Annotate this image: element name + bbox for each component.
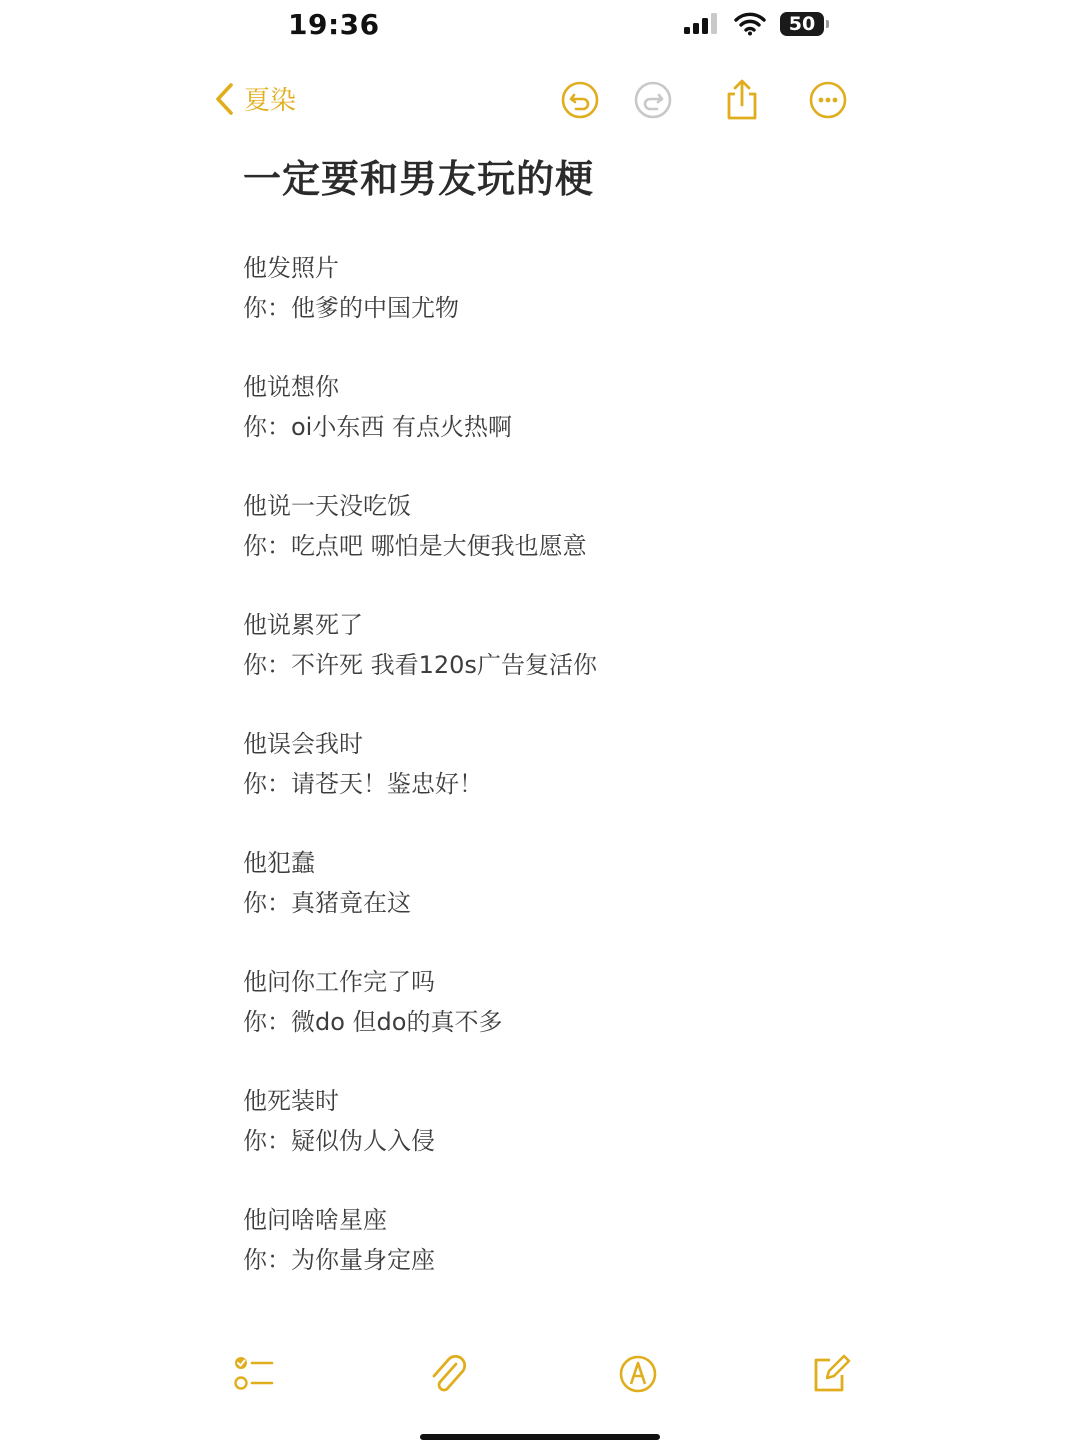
note-entry [243,1200,863,1319]
entry-prompt: 他死装时 [243,1087,339,1115]
entry-reply: 你：吃点吧 哪怕是大便我也愿意 [243,532,587,560]
undo-icon[interactable] [560,80,600,120]
battery-level: 50 [788,13,816,35]
nav-bar [0,74,1080,130]
note-body[interactable] [243,248,863,1319]
entry-reply: 你：不许死 我看120s广告复活你 [243,651,597,679]
note-entry [243,605,863,724]
bottom-toolbar [0,1340,1080,1410]
note-entry [243,486,863,605]
entry-prompt: 他发照片 [243,254,339,282]
battery-icon [780,12,824,36]
note-entry [243,367,863,486]
entry-prompt: 他问啥啥星座 [243,1206,387,1234]
entry-reply: 你：他爹的中国尤物 [243,294,459,322]
entry-reply: 你：疑似伪人入侵 [243,1127,435,1155]
wifi-icon [734,12,766,36]
chevron-left-icon [214,82,236,116]
entry-prompt: 他问你工作完了吗 [243,968,435,996]
status-time: 19:36 [288,8,380,41]
note-entry [243,1081,863,1200]
note-entry [243,843,863,962]
status-icons [684,12,824,36]
checklist-icon[interactable] [232,1352,276,1396]
entry-reply: 你：请苍天！鉴忠好！ [243,770,483,798]
note-title[interactable]: 一定要和男友玩的梗 [243,157,595,201]
entry-reply: 你：为你量身定座 [243,1246,435,1274]
note-entry [243,962,863,1081]
entry-reply: 你：真猪竟在这 [243,889,411,917]
note-entry [243,248,863,367]
more-icon[interactable] [808,80,848,120]
back-label: 夏染 [244,86,297,116]
entry-prompt: 他犯蠢 [243,849,315,877]
entry-reply: 你：微do 但do的真不多 [243,1008,503,1036]
share-icon[interactable] [721,78,763,122]
note-entry [243,724,863,843]
redo-icon[interactable] [633,80,673,120]
signal-icon [684,12,720,36]
entry-prompt: 他说累死了 [243,611,363,639]
markup-icon[interactable] [616,1352,660,1396]
compose-icon[interactable] [808,1352,852,1396]
paperclip-icon[interactable] [426,1352,470,1396]
home-indicator [420,1434,660,1440]
status-bar [0,0,1080,56]
entry-reply: 你：oi小东西 有点火热啊 [243,413,512,441]
entry-prompt: 他误会我时 [243,730,363,758]
back-button[interactable] [214,80,296,117]
entry-prompt: 他说一天没吃饭 [243,492,411,520]
entry-prompt: 他说想你 [243,373,339,401]
